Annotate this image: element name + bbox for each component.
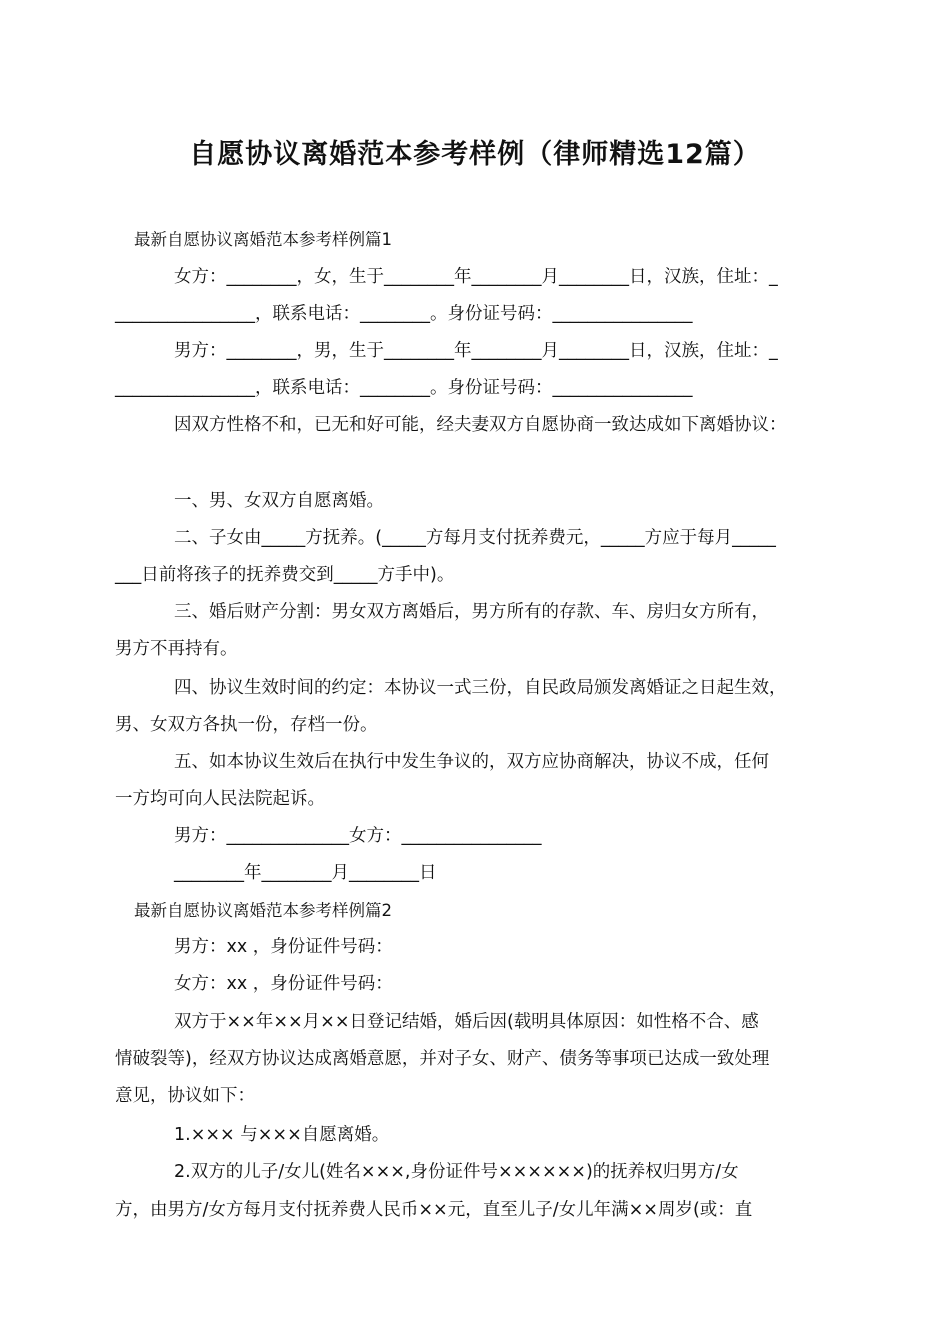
document-title: 自愿协议离婚范本参考样例（律师精选12篇） [189, 139, 761, 170]
clause-2-line2: ___日前将孩子的抚养费交到_____方手中)。 [115, 565, 455, 585]
clause-1: 一、男、女双方自愿离婚。 [174, 491, 384, 511]
woman-info-line2: ________________，联系电话：________。身份证号码：________________ [115, 304, 693, 324]
item-2-line2: 方，由男方/女方每月支付抚养费人民币××元，直至儿子/女儿年满××周岁(或：直 [115, 1200, 753, 1220]
clause-3-line2: 男方不再持有。 [115, 639, 238, 659]
item-2-line1: 2.双方的儿子/女儿(姓名×××,身份证件号××××××)的抚养权归男方/女 [174, 1162, 739, 1182]
marriage-intro-line3: 意见，协议如下： [115, 1086, 255, 1106]
man-id-line: 男方：xx ，身份证件号码： [174, 937, 393, 957]
man-info-line2: ________________，联系电话：________。身份证号码：________________ [115, 378, 693, 398]
woman-id-line: 女方：xx ，身份证件号码： [174, 974, 393, 994]
agreement-intro: 因双方性格不和，已无和好可能，经夫妻双方自愿协商一致达成如下离婚协议： [174, 415, 787, 435]
clause-2-line1: 二、子女由_____方抚养。(_____方每月支付抚养费元，_____方应于每月_____ [174, 528, 776, 548]
section-heading-2: 最新自愿协议离婚范本参考样例篇2 [134, 901, 392, 920]
man-info-line1: 男方：________，男，生于________年________月________日，汉族，住址：_ [174, 341, 778, 361]
signature-line: 男方：______________女方：________________ [174, 826, 542, 846]
item-1: 1.××× 与×××自愿离婚。 [174, 1125, 390, 1145]
woman-info-line1: 女方：________，女，生于________年________月________日，汉族，住址：_ [174, 267, 778, 287]
clause-3-line1: 三、婚后财产分割：男女双方离婚后，男方所有的存款、车、房归女方所有， [174, 602, 769, 622]
clause-5-line2: 一方均可向人民法院起诉。 [115, 789, 325, 809]
clause-4-line2: 男、女双方各执一份，存档一份。 [115, 715, 378, 735]
clause-4-line1: 四、协议生效时间的约定：本协议一式三份，自民政局颁发离婚证之日起生效， [174, 678, 787, 698]
marriage-intro-line2: 情破裂等)，经双方协议达成离婚意愿，并对子女、财产、债务等事项已达成一致处理 [115, 1049, 770, 1069]
marriage-intro-line1: 双方于××年××月××日登记结婚，婚后因(载明具体原因：如性格不合、感 [174, 1012, 759, 1032]
date-line: ________年________月________日 [174, 863, 437, 883]
clause-5-line1: 五、如本协议生效后在执行中发生争议的，双方应协商解决，协议不成，任何 [174, 752, 769, 772]
section-heading-1: 最新自愿协议离婚范本参考样例篇1 [134, 230, 392, 249]
